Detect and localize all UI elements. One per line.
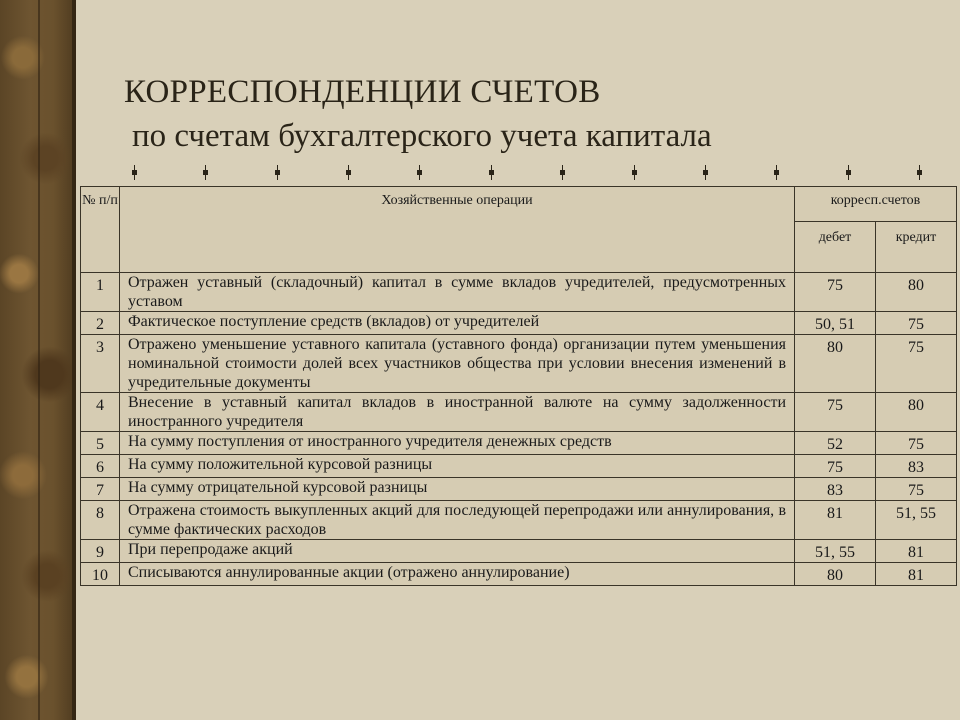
slide-subtitle: по счетам бухгалтерского учета капитала xyxy=(132,118,712,154)
row-debit: 75 xyxy=(795,455,876,478)
row-number: 7 xyxy=(81,478,120,501)
row-operation: Отражена стоимость выкупленных акций для последующей перепродажи или аннулирования, в сумме фактических расходов xyxy=(120,501,795,540)
header-debit: дебет xyxy=(795,222,876,273)
table-row xyxy=(81,540,957,563)
header-credit: кредит xyxy=(876,222,957,273)
row-credit: 75 xyxy=(876,478,957,501)
row-operation: На сумму поступления от иностранного учредителя денежных средств xyxy=(120,432,795,455)
row-debit: 75 xyxy=(795,273,876,312)
row-credit: 75 xyxy=(876,312,957,335)
row-debit: 80 xyxy=(795,335,876,393)
row-operation: При перепродаже акций xyxy=(120,540,795,563)
row-credit: 80 xyxy=(876,393,957,432)
row-debit: 83 xyxy=(795,478,876,501)
row-debit: 52 xyxy=(795,432,876,455)
row-number: 4 xyxy=(81,393,120,432)
row-credit: 81 xyxy=(876,540,957,563)
row-debit: 75 xyxy=(795,393,876,432)
table-row xyxy=(81,393,957,432)
table-row xyxy=(81,478,957,501)
row-number: 3 xyxy=(81,335,120,393)
row-debit: 51, 55 xyxy=(795,540,876,563)
row-number: 10 xyxy=(81,563,120,586)
dotted-divider xyxy=(132,163,922,181)
table-row xyxy=(81,501,957,540)
row-credit: 81 xyxy=(876,563,957,586)
row-credit: 75 xyxy=(876,335,957,393)
row-operation: Списываются аннулированные акции (отражено аннулирование) xyxy=(120,563,795,586)
table-row xyxy=(81,312,957,335)
row-number: 9 xyxy=(81,540,120,563)
header-operations: Хозяйственные операции xyxy=(120,187,795,273)
row-credit: 75 xyxy=(876,432,957,455)
row-credit: 51, 55 xyxy=(876,501,957,540)
row-debit: 50, 51 xyxy=(795,312,876,335)
table-row xyxy=(81,455,957,478)
slide-title: КОРРЕСПОНДЕНЦИИ СЧЕТОВ xyxy=(124,74,601,110)
row-credit: 80 xyxy=(876,273,957,312)
operations-table xyxy=(80,186,957,586)
table-row xyxy=(81,563,957,586)
row-credit: 83 xyxy=(876,455,957,478)
table-row xyxy=(81,273,957,312)
row-operation: Отражен уставный (складочный) капитал в сумме вкладов учредителей, предусмотренных уставом xyxy=(120,273,795,312)
row-operation: Внесение в уставный капитал вкладов в иностранной валюте на сумму задолженности иностранного учредителя xyxy=(120,393,795,432)
decorative-side-band xyxy=(0,0,76,720)
header-accounts: корресп.счетов xyxy=(795,187,957,222)
row-operation: На сумму отрицательной курсовой разницы xyxy=(120,478,795,501)
table-row xyxy=(81,432,957,455)
row-number: 8 xyxy=(81,501,120,540)
row-debit: 81 xyxy=(795,501,876,540)
row-number: 5 xyxy=(81,432,120,455)
row-number: 6 xyxy=(81,455,120,478)
header-num: № п/п xyxy=(81,187,120,273)
row-debit: 80 xyxy=(795,563,876,586)
row-number: 1 xyxy=(81,273,120,312)
row-operation: Фактическое поступление средств (вкладов) от учредителей xyxy=(120,312,795,335)
row-operation: На сумму положительной курсовой разницы xyxy=(120,455,795,478)
table-row xyxy=(81,335,957,393)
row-operation: Отражено уменьшение уставного капитала (уставного фонда) организации путем уменьшения номинальной стоимости долей всех участников общества при условии внесения изменений в учредительные документы xyxy=(120,335,795,393)
row-number: 2 xyxy=(81,312,120,335)
